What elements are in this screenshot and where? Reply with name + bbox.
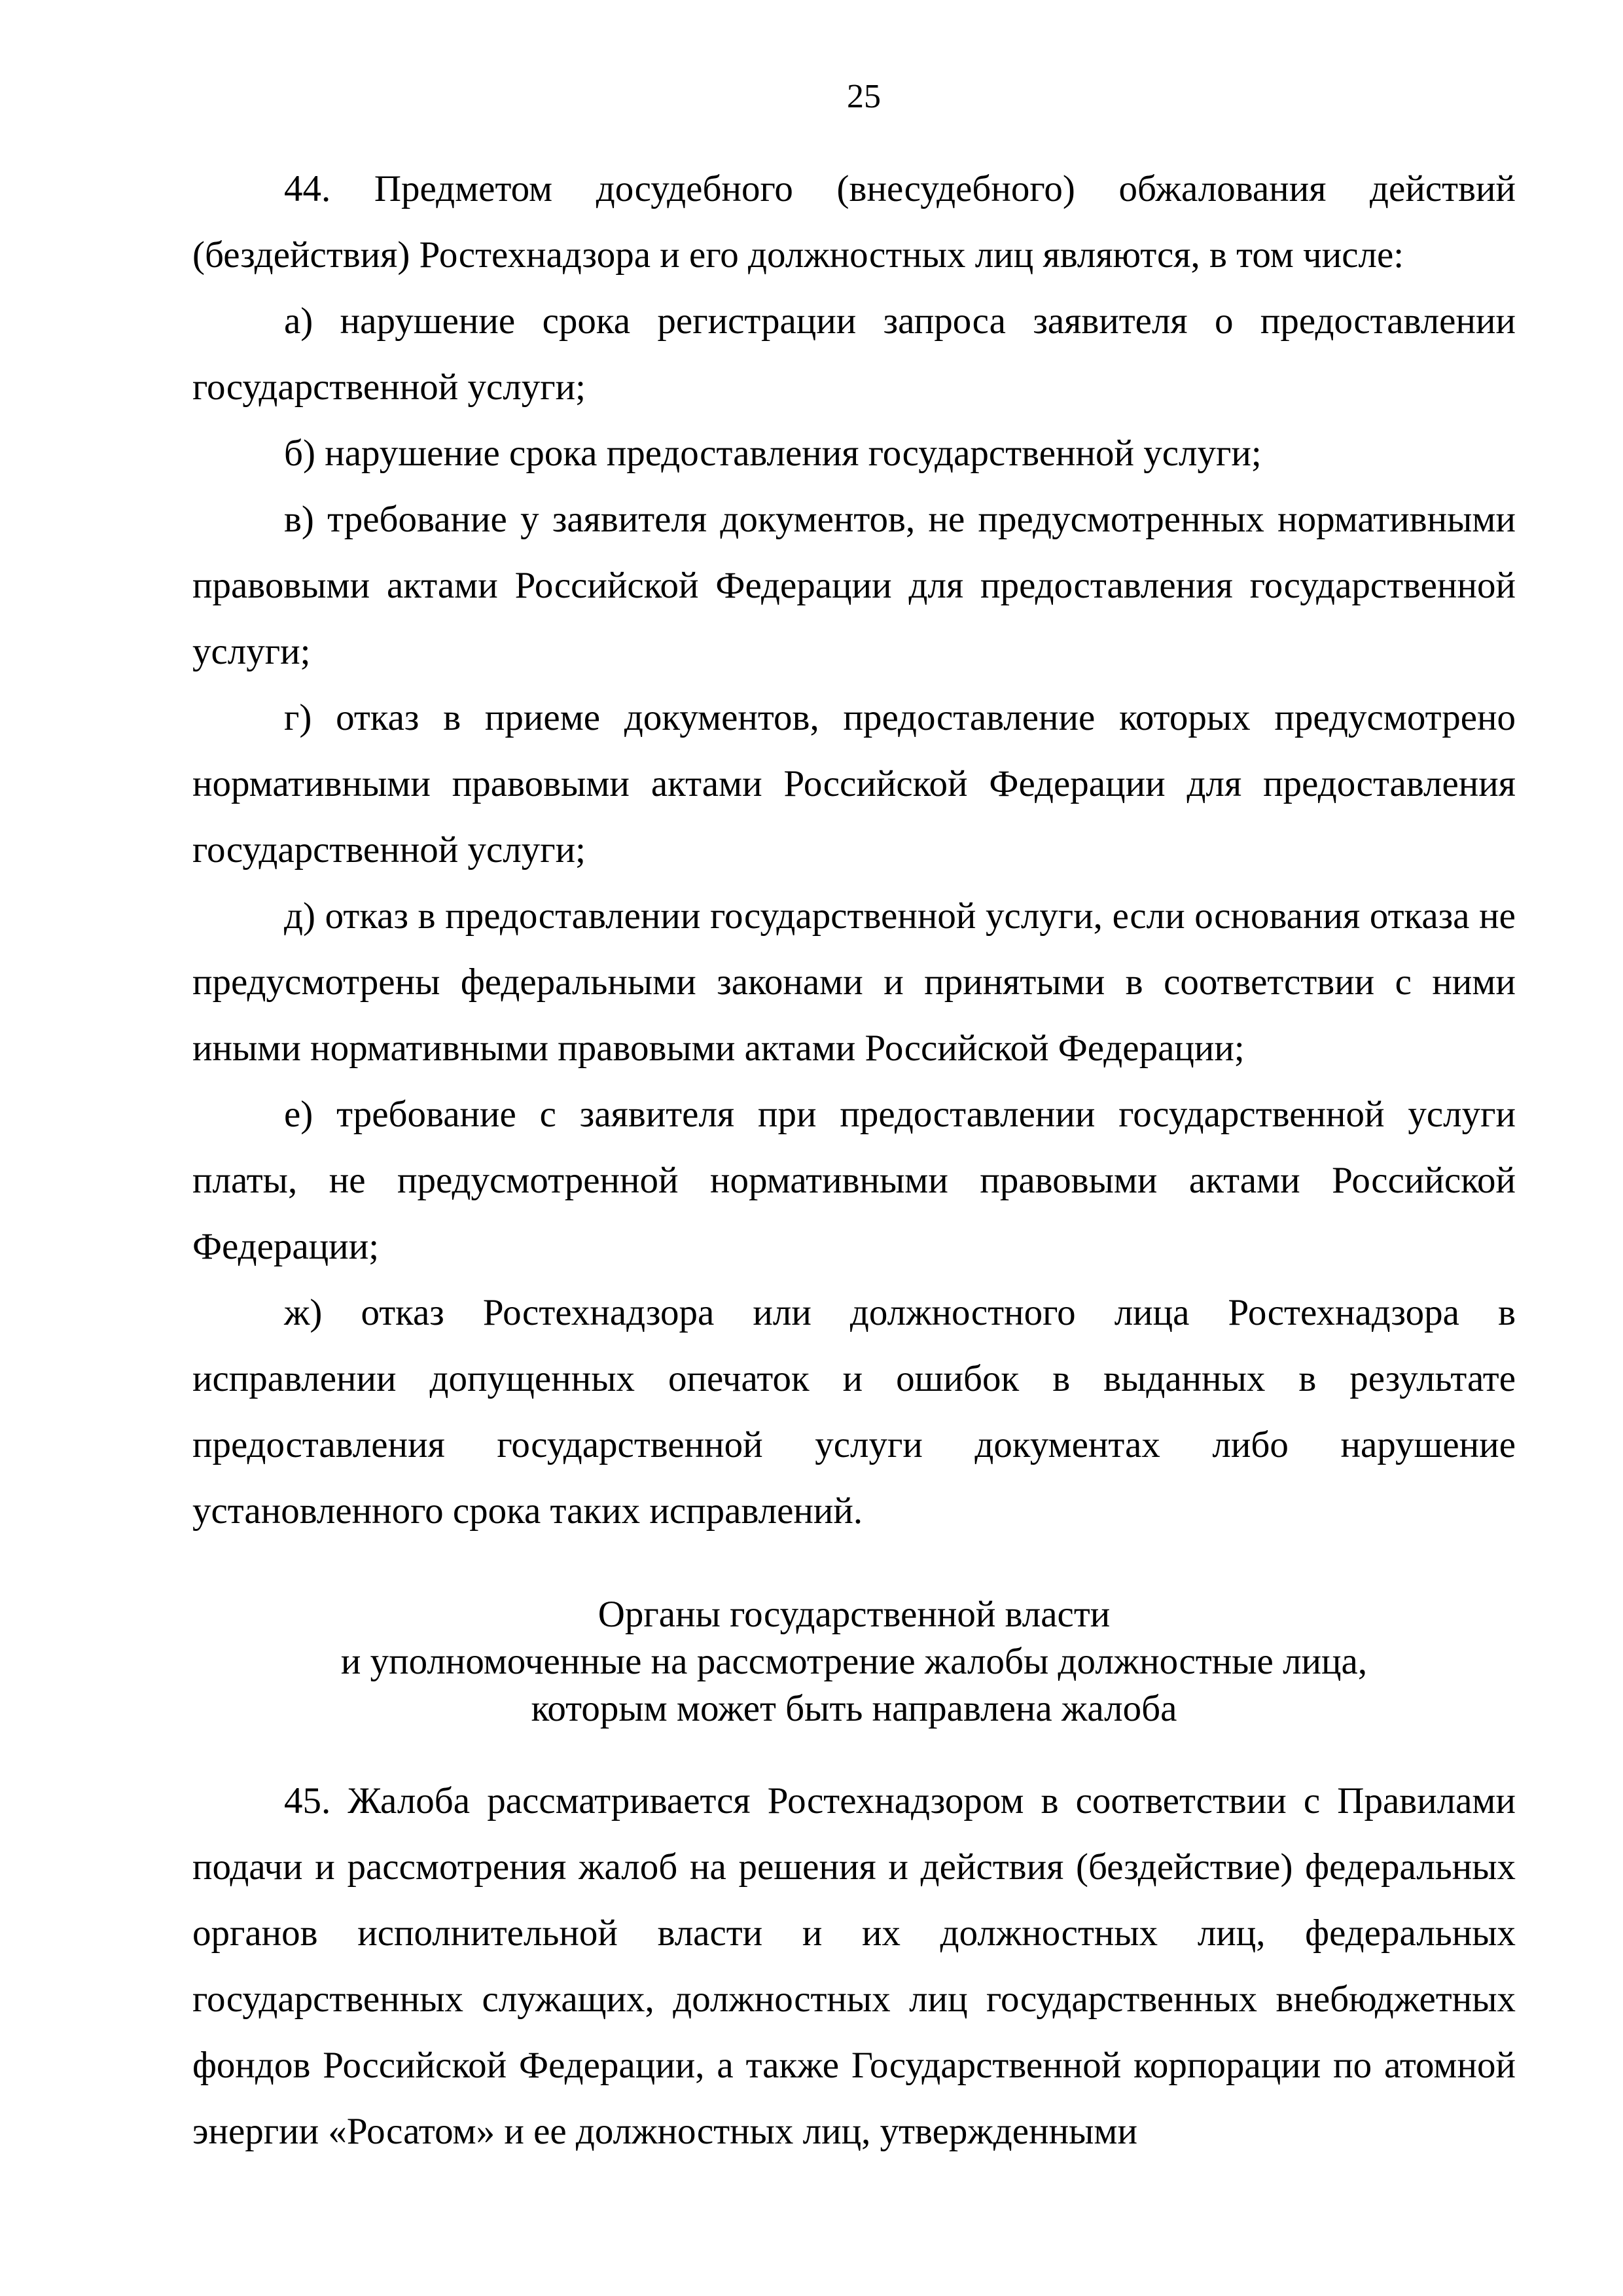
list-item-g: г) отказ в приеме документов, предоставление которых предусмотрено нормативными правовыми актами Российской Федерации для предоставления государственной услуги; [192,697,1516,870]
document-body [192,156,1516,2164]
section-heading-line-3: которым может быть направлена жалоба [531,1688,1177,1729]
section-heading-line-1: Органы государственной власти [597,1594,1111,1635]
list-item-zh: ж) отказ Ростехнадзора или должностного лица Ростехнадзора в исправлении допущенных опечаток и ошибок в выданных в результате предоставления государственной услуги документах либо нарушение установленного срока таких исправлений. [192,1292,1516,1532]
list-item-e: е) требование с заявителя при предоставлении государственной услуги платы, не предусмотренной нормативными правовыми актами Российской Федерации; [192,1094,1516,1267]
section-heading [192,1591,1516,1732]
list-item-d: д) отказ в предоставлении государственной услуги, если основания отказа не предусмотрены федеральными законами и принятыми в соответствии с ними иными нормативными правовыми актами Российской Федерации; [192,895,1516,1069]
section-heading-line-2: и уполномоченные на рассмотрение жалобы должностные лица, [340,1641,1368,1682]
paragraph-44: 44. Предметом досудебного (внесудебного) обжалования действий (бездействия) Ростехнадзора и его должностных лиц являются, в том числе: [192,168,1516,276]
paragraph-45: 45. Жалоба рассматривается Ростехнадзором в соответствии с Правилами подачи и рассмотрения жалоб на решения и действия (бездействие) федеральных органов исполнительной власти и их должностных лиц, федеральных государственных служащих, должностных лиц государственных внебюджетных фондов Российской Федерации, а также Государственной корпорации по атомной энергии «Росатом» и ее должностных лиц, утвержденными [192,1780,1516,2152]
page-number: 25 [847,78,881,115]
list-item-v: в) требование у заявителя документов, не предусмотренных нормативными правовыми актами Российской Федерации для предоставления государственной услуги; [192,499,1516,672]
list-item-a: а) нарушение срока регистрации запроса заявителя о предоставлении государственной услуги; [192,300,1516,408]
list-item-b: б) нарушение срока предоставления государственной услуги; [284,433,1262,474]
